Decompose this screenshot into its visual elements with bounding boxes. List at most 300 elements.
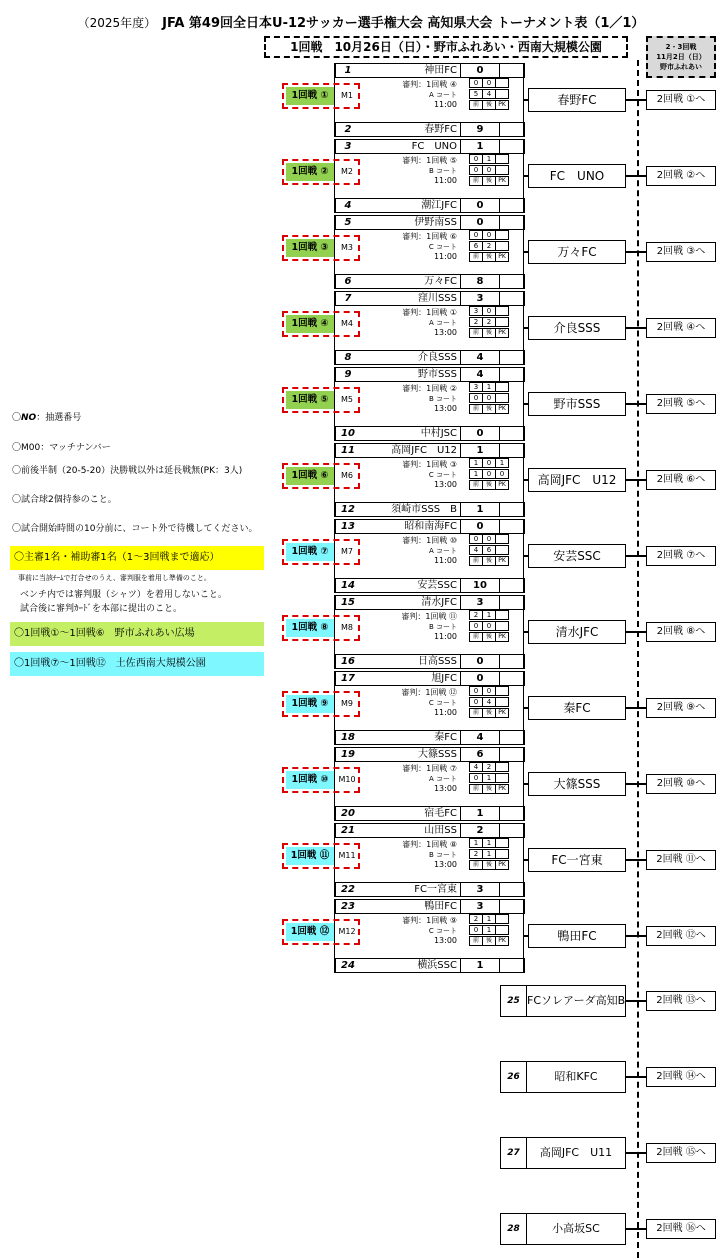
match-card bbox=[334, 519, 524, 593]
team-row-bottom bbox=[335, 426, 525, 441]
team-score: 4 bbox=[460, 351, 500, 364]
team-score: 3 bbox=[460, 900, 500, 913]
team-name: 昭和KFC bbox=[554, 1070, 598, 1083]
round2-heading: 2・3回戦 11月2日（日） 野市ふれあい bbox=[646, 36, 716, 78]
team-score: 0 bbox=[460, 216, 500, 229]
team-draw-number: 12 bbox=[341, 504, 355, 515]
court-label bbox=[365, 850, 457, 860]
score-cell: 後 bbox=[482, 860, 496, 870]
score-cell: 6 bbox=[482, 545, 496, 555]
score-cell: 3 bbox=[469, 306, 483, 316]
score-cell: 1 bbox=[482, 382, 496, 392]
score-cell: 1 bbox=[482, 154, 496, 164]
team-name: 旭JFC bbox=[431, 673, 457, 684]
winner-box: 秦FC bbox=[528, 696, 626, 720]
next-round-label: 2回戦 ⑫へ bbox=[646, 926, 716, 946]
score-cell: 0 bbox=[482, 469, 496, 479]
team-row-top bbox=[335, 519, 525, 534]
half-scores bbox=[469, 762, 523, 806]
score-cell: 前 bbox=[469, 252, 483, 262]
score-cell: 0 bbox=[469, 621, 483, 631]
match-card bbox=[334, 671, 524, 745]
half-scores bbox=[469, 78, 523, 122]
score-cell: 1 bbox=[482, 773, 496, 783]
referee-assignment: 審判：1回戦 ③ bbox=[402, 460, 457, 469]
bracket-line bbox=[626, 175, 646, 177]
team-draw-number: 21 bbox=[341, 825, 355, 836]
team-draw-number: 11 bbox=[341, 445, 355, 456]
team-score: 6 bbox=[460, 748, 500, 761]
score-cell: 1 bbox=[482, 838, 496, 848]
score-cell: 0 bbox=[482, 686, 496, 696]
court-letter: B bbox=[428, 851, 434, 859]
team-row-bottom bbox=[335, 578, 525, 593]
team-score: 0 bbox=[460, 520, 500, 533]
score-cell: 5 bbox=[469, 89, 483, 99]
score-cell bbox=[495, 849, 509, 859]
score-cell: PK bbox=[495, 936, 509, 946]
score-cell: 4 bbox=[482, 89, 496, 99]
court-label bbox=[365, 242, 457, 252]
legend-referee: 〇主審1名・補助審1名（1～3回戦まで適応） bbox=[10, 546, 264, 570]
score-cell: PK bbox=[495, 708, 509, 718]
team-score: 8 bbox=[460, 275, 500, 288]
match-badge bbox=[282, 83, 360, 109]
team-score: 3 bbox=[460, 883, 500, 896]
score-cell: 0 bbox=[469, 697, 483, 707]
score-cell bbox=[495, 621, 509, 631]
bracket-line bbox=[626, 1152, 646, 1154]
legend-venue-a: 〇1回戦①～1回戦⑥ 野市ふれあい広場 bbox=[10, 622, 264, 646]
team-draw-number: 24 bbox=[341, 960, 355, 971]
score-cell: 2 bbox=[469, 914, 483, 924]
team-draw-number: 26 bbox=[501, 1062, 527, 1092]
match-badge bbox=[282, 615, 360, 641]
team-name: 万々FC bbox=[424, 276, 457, 287]
score-cell: 1 bbox=[482, 925, 496, 935]
court-suffix: コート bbox=[436, 927, 457, 935]
score-cell: 後 bbox=[482, 632, 496, 642]
legend-referee-note: ベンチ内では審判服（シャツ）を着用しないこと。 bbox=[20, 590, 227, 600]
match-details bbox=[335, 610, 525, 654]
team-draw-number: 19 bbox=[341, 749, 355, 760]
score-cell: 0 bbox=[482, 230, 496, 240]
score-cell: 0 bbox=[482, 458, 496, 468]
team-row-top bbox=[335, 139, 525, 154]
score-cell: 1 bbox=[482, 849, 496, 859]
team-name: FC UNO bbox=[411, 141, 457, 152]
score-cell: 前 bbox=[469, 708, 483, 718]
court-label bbox=[365, 622, 457, 632]
court-label bbox=[365, 166, 457, 176]
winner-box: 大篠SSS bbox=[528, 772, 626, 796]
team-score: 1 bbox=[460, 959, 500, 972]
score-cell: PK bbox=[495, 100, 509, 110]
court-label bbox=[365, 394, 457, 404]
kickoff-time: 11:00 bbox=[433, 252, 457, 261]
half-scores bbox=[469, 838, 523, 882]
score-cell: 前 bbox=[469, 176, 483, 186]
page-title: （2025年度） JFA 第49回全日本U-12サッカー選手権大会 高知県大会 トーナメント表（1／1） bbox=[77, 16, 645, 31]
court-label bbox=[365, 90, 457, 100]
winner-box: 万々FC bbox=[528, 240, 626, 264]
court-label bbox=[365, 698, 457, 708]
score-cell bbox=[495, 89, 509, 99]
court-letter: C bbox=[428, 243, 434, 251]
score-cell: PK bbox=[495, 404, 509, 414]
score-cell: 後 bbox=[482, 708, 496, 718]
legend-wait: 〇試合開始時間の10分前に、コート外で待機してください。 bbox=[12, 524, 258, 534]
team-row-top bbox=[335, 215, 525, 230]
score-cell bbox=[495, 545, 509, 555]
team-score: 1 bbox=[460, 444, 500, 457]
match-card bbox=[334, 215, 524, 289]
team-score: 1 bbox=[460, 140, 500, 153]
next-round-label: 2回戦 ⑯へ bbox=[646, 1219, 716, 1239]
bracket-line bbox=[626, 783, 646, 785]
match-number: M7 bbox=[341, 547, 353, 556]
team-draw-number: 28 bbox=[501, 1214, 527, 1244]
score-cell: 2 bbox=[482, 241, 496, 251]
match-round-label: 1回戦 ⑨ bbox=[286, 695, 334, 713]
team-row-top bbox=[335, 63, 525, 78]
score-cell bbox=[495, 382, 509, 392]
court-suffix: コート bbox=[436, 395, 457, 403]
score-cell: PK bbox=[495, 252, 509, 262]
next-round-label: 2回戦 ⑥へ bbox=[646, 470, 716, 490]
match-number: M4 bbox=[341, 319, 353, 328]
court-suffix: コート bbox=[436, 623, 457, 631]
team-row-bottom bbox=[335, 806, 525, 821]
kickoff-time: 11:00 bbox=[433, 176, 457, 185]
score-cell: 1 bbox=[495, 458, 509, 468]
score-cell: 1 bbox=[482, 610, 496, 620]
match-badge bbox=[282, 159, 360, 185]
score-cell: 後 bbox=[482, 404, 496, 414]
team-name: 鴨田FC bbox=[424, 901, 457, 912]
half-scores bbox=[469, 534, 523, 578]
team-draw-number: 18 bbox=[341, 732, 355, 743]
match-round-label: 1回戦 ⑦ bbox=[286, 543, 334, 561]
team-name: 安芸SSC bbox=[417, 580, 457, 591]
team-row-bottom bbox=[335, 198, 525, 213]
score-cell: 0 bbox=[482, 534, 496, 544]
score-cell bbox=[495, 762, 509, 772]
team-score: 3 bbox=[460, 596, 500, 609]
bracket-line bbox=[626, 1076, 646, 1078]
round1-heading: 1回戦 10月26日（日）・野市ふれあい・西南大規模公園 bbox=[264, 36, 628, 58]
match-number: M10 bbox=[338, 775, 356, 784]
match-details bbox=[335, 686, 525, 730]
team-draw-number: 22 bbox=[341, 884, 355, 895]
score-cell: 後 bbox=[482, 176, 496, 186]
team-name: 伊野南SS bbox=[414, 217, 457, 228]
score-cell bbox=[495, 838, 509, 848]
team-row-bottom bbox=[335, 502, 525, 517]
score-cell bbox=[495, 925, 509, 935]
match-round-label: 1回戦 ⑫ bbox=[286, 923, 334, 941]
team-row-top bbox=[335, 367, 525, 382]
half-scores bbox=[469, 610, 523, 654]
team-row-top bbox=[335, 443, 525, 458]
score-cell bbox=[495, 230, 509, 240]
match-badge bbox=[282, 387, 360, 413]
match-round-label: 1回戦 ⑤ bbox=[286, 391, 334, 409]
score-cell: 前 bbox=[469, 936, 483, 946]
next-round-label: 2回戦 ⑤へ bbox=[646, 394, 716, 414]
legend-halves: 〇前後半制（20-5-20）決勝戦以外は延長戦無(PK：3人) bbox=[12, 466, 243, 476]
match-card bbox=[334, 139, 524, 213]
score-cell: 前 bbox=[469, 100, 483, 110]
court-letter: C bbox=[428, 699, 434, 707]
team-row-bottom bbox=[335, 274, 525, 289]
match-round-label: 1回戦 ⑥ bbox=[286, 467, 334, 485]
match-details bbox=[335, 382, 525, 426]
score-cell: PK bbox=[495, 480, 509, 490]
team-score: 9 bbox=[460, 123, 500, 136]
referee-assignment: 審判：1回戦 ② bbox=[402, 384, 457, 393]
referee-assignment: 審判：1回戦 ⑥ bbox=[402, 232, 457, 241]
match-details bbox=[335, 78, 525, 122]
score-cell: 後 bbox=[482, 784, 496, 794]
match-badge bbox=[282, 843, 360, 869]
score-cell: 0 bbox=[482, 165, 496, 175]
score-cell: 2 bbox=[469, 849, 483, 859]
team-name: 春野FC bbox=[424, 124, 457, 135]
referee-assignment: 審判：1回戦 ⑨ bbox=[402, 916, 457, 925]
match-badge bbox=[282, 539, 360, 565]
team-score: 2 bbox=[460, 824, 500, 837]
score-cell: 前 bbox=[469, 784, 483, 794]
bracket-line bbox=[626, 251, 646, 253]
referee-assignment: 審判：1回戦 ① bbox=[402, 308, 457, 317]
score-cell: 前 bbox=[469, 404, 483, 414]
score-cell: 0 bbox=[495, 469, 509, 479]
bracket-line bbox=[626, 479, 646, 481]
team-draw-number: 2 bbox=[344, 124, 352, 135]
score-cell bbox=[495, 317, 509, 327]
team-draw-number: 10 bbox=[341, 428, 355, 439]
score-cell: 1 bbox=[482, 914, 496, 924]
court-letter: A bbox=[428, 547, 434, 555]
kickoff-time: 11:00 bbox=[433, 100, 457, 109]
next-round-label: 2回戦 ⑮へ bbox=[646, 1143, 716, 1163]
score-cell: 1 bbox=[469, 469, 483, 479]
team-name: 横浜SSC bbox=[417, 960, 457, 971]
winner-box: 鴨田FC bbox=[528, 924, 626, 948]
score-cell bbox=[495, 165, 509, 175]
match-round-label: 1回戦 ⑩ bbox=[286, 771, 334, 789]
score-cell: 4 bbox=[469, 545, 483, 555]
team-score: 1 bbox=[460, 503, 500, 516]
team-score: 0 bbox=[460, 655, 500, 668]
match-card bbox=[334, 367, 524, 441]
team-draw-number: 13 bbox=[341, 521, 355, 532]
half-scores bbox=[469, 914, 523, 958]
team-name: FC一宮東 bbox=[414, 884, 457, 895]
court-letter: A bbox=[428, 775, 434, 783]
score-cell: 2 bbox=[469, 610, 483, 620]
team-name: 窪川SSS bbox=[417, 293, 457, 304]
court-suffix: コート bbox=[436, 471, 457, 479]
court-letter: C bbox=[428, 927, 434, 935]
court-suffix: コート bbox=[436, 319, 457, 327]
match-details bbox=[335, 154, 525, 198]
match-number: M6 bbox=[341, 471, 353, 480]
referee-assignment: 審判：1回戦 ⑪ bbox=[401, 612, 457, 621]
team-name: 潮江JFC bbox=[421, 200, 457, 211]
court-label bbox=[365, 774, 457, 784]
team-score: 4 bbox=[460, 368, 500, 381]
team-row-bottom bbox=[335, 350, 525, 365]
team-name: 高岡JFC U11 bbox=[539, 1146, 613, 1159]
team-name: 日高SSS bbox=[417, 656, 457, 667]
team-draw-number: 20 bbox=[341, 808, 355, 819]
court-letter: B bbox=[428, 623, 434, 631]
score-cell: PK bbox=[495, 784, 509, 794]
team-draw-number: 14 bbox=[341, 580, 355, 591]
match-badge bbox=[282, 919, 360, 945]
team-score: 0 bbox=[460, 427, 500, 440]
team-score: 10 bbox=[460, 579, 500, 592]
score-cell: 0 bbox=[469, 925, 483, 935]
team-draw-number: 16 bbox=[341, 656, 355, 667]
score-cell: 後 bbox=[482, 480, 496, 490]
court-letter: B bbox=[428, 167, 434, 175]
team-name: 介良SSS bbox=[417, 352, 457, 363]
team-name: 秦FC bbox=[434, 732, 457, 743]
team-row-top bbox=[335, 899, 525, 914]
score-cell: 0 bbox=[469, 230, 483, 240]
match-number: M12 bbox=[338, 927, 356, 936]
match-round-label: 1回戦 ⑧ bbox=[286, 619, 334, 637]
seed-team bbox=[500, 985, 626, 1017]
score-cell bbox=[495, 914, 509, 924]
score-cell bbox=[495, 154, 509, 164]
match-card bbox=[334, 747, 524, 821]
half-scores bbox=[469, 154, 523, 198]
team-score: 4 bbox=[460, 731, 500, 744]
team-name: 清水JFC bbox=[421, 597, 457, 608]
match-badge bbox=[282, 767, 360, 793]
team-draw-number: 17 bbox=[341, 673, 355, 684]
court-letter: C bbox=[428, 471, 434, 479]
bracket-line bbox=[626, 327, 646, 329]
match-round-label: 1回戦 ② bbox=[286, 163, 334, 181]
team-score: 0 bbox=[460, 64, 500, 77]
kickoff-time: 11:00 bbox=[433, 632, 457, 641]
team-name: 神田FC bbox=[424, 65, 457, 76]
score-cell: 0 bbox=[469, 78, 483, 88]
score-cell: 2 bbox=[482, 317, 496, 327]
match-card bbox=[334, 823, 524, 897]
match-round-label: 1回戦 ④ bbox=[286, 315, 334, 333]
kickoff-time: 13:00 bbox=[433, 328, 457, 337]
kickoff-time: 13:00 bbox=[433, 936, 457, 945]
legend-venue-b: 〇1回戦⑦～1回戦⑫ 土佐西南大規模公園 bbox=[10, 652, 264, 676]
match-round-label: 1回戦 ① bbox=[286, 87, 334, 105]
score-cell: 前 bbox=[469, 556, 483, 566]
half-scores bbox=[469, 382, 523, 426]
half-scores bbox=[469, 230, 523, 274]
bracket-line bbox=[626, 555, 646, 557]
team-score: 1 bbox=[460, 807, 500, 820]
match-card bbox=[334, 899, 524, 973]
score-cell: 1 bbox=[469, 458, 483, 468]
score-cell: 後 bbox=[482, 252, 496, 262]
match-round-label: 1回戦 ⑪ bbox=[286, 847, 334, 865]
score-cell: 2 bbox=[482, 762, 496, 772]
score-cell: 前 bbox=[469, 632, 483, 642]
bracket-line bbox=[626, 403, 646, 405]
score-cell: 0 bbox=[469, 165, 483, 175]
kickoff-time: 13:00 bbox=[433, 480, 457, 489]
team-draw-number: 25 bbox=[501, 986, 527, 1016]
score-cell: 0 bbox=[482, 78, 496, 88]
next-round-label: 2回戦 ④へ bbox=[646, 318, 716, 338]
team-row-bottom bbox=[335, 958, 525, 973]
score-cell bbox=[495, 773, 509, 783]
next-round-label: 2回戦 ⑩へ bbox=[646, 774, 716, 794]
score-cell: PK bbox=[495, 328, 509, 338]
match-badge bbox=[282, 311, 360, 337]
team-name: 野市SSS bbox=[417, 369, 457, 380]
match-number: M2 bbox=[341, 167, 353, 176]
court-label bbox=[365, 470, 457, 480]
score-cell: 前 bbox=[469, 860, 483, 870]
referee-assignment: 審判：1回戦 ⑧ bbox=[402, 840, 457, 849]
court-suffix: コート bbox=[436, 699, 457, 707]
referee-assignment: 審判：1回戦 ⑫ bbox=[401, 688, 457, 697]
kickoff-time: 11:00 bbox=[433, 556, 457, 565]
kickoff-time: 11:00 bbox=[433, 708, 457, 717]
court-label bbox=[365, 318, 457, 328]
team-row-top bbox=[335, 595, 525, 610]
next-round-label: 2回戦 ⑧へ bbox=[646, 622, 716, 642]
match-details bbox=[335, 838, 525, 882]
score-cell: 4 bbox=[469, 762, 483, 772]
team-name: 高岡JFC U12 bbox=[391, 445, 457, 456]
legend-match-number: 〇M00：マッチナンバー bbox=[12, 443, 111, 453]
team-draw-number: 4 bbox=[344, 200, 352, 211]
match-badge bbox=[282, 463, 360, 489]
score-cell: 4 bbox=[482, 697, 496, 707]
score-cell bbox=[495, 534, 509, 544]
court-suffix: コート bbox=[436, 91, 457, 99]
score-cell: PK bbox=[495, 860, 509, 870]
score-cell: 0 bbox=[469, 393, 483, 403]
bracket-line bbox=[626, 1228, 646, 1230]
team-name: 小高坂SC bbox=[552, 1222, 600, 1235]
score-cell: 後 bbox=[482, 100, 496, 110]
match-card bbox=[334, 443, 524, 517]
match-details bbox=[335, 762, 525, 806]
team-score: 0 bbox=[460, 672, 500, 685]
referee-assignment: 審判：1回戦 ④ bbox=[402, 80, 457, 89]
score-cell: PK bbox=[495, 632, 509, 642]
team-draw-number: 3 bbox=[344, 141, 352, 152]
winner-box: 野市SSS bbox=[528, 392, 626, 416]
winner-box: 介良SSS bbox=[528, 316, 626, 340]
next-round-label: 2回戦 ②へ bbox=[646, 166, 716, 186]
team-draw-number: 8 bbox=[344, 352, 352, 363]
score-cell: PK bbox=[495, 556, 509, 566]
kickoff-time: 13:00 bbox=[433, 860, 457, 869]
team-name: 中村JSC bbox=[420, 428, 457, 439]
half-scores bbox=[469, 458, 523, 502]
half-scores bbox=[469, 306, 523, 350]
next-round-label: 2回戦 ③へ bbox=[646, 242, 716, 262]
